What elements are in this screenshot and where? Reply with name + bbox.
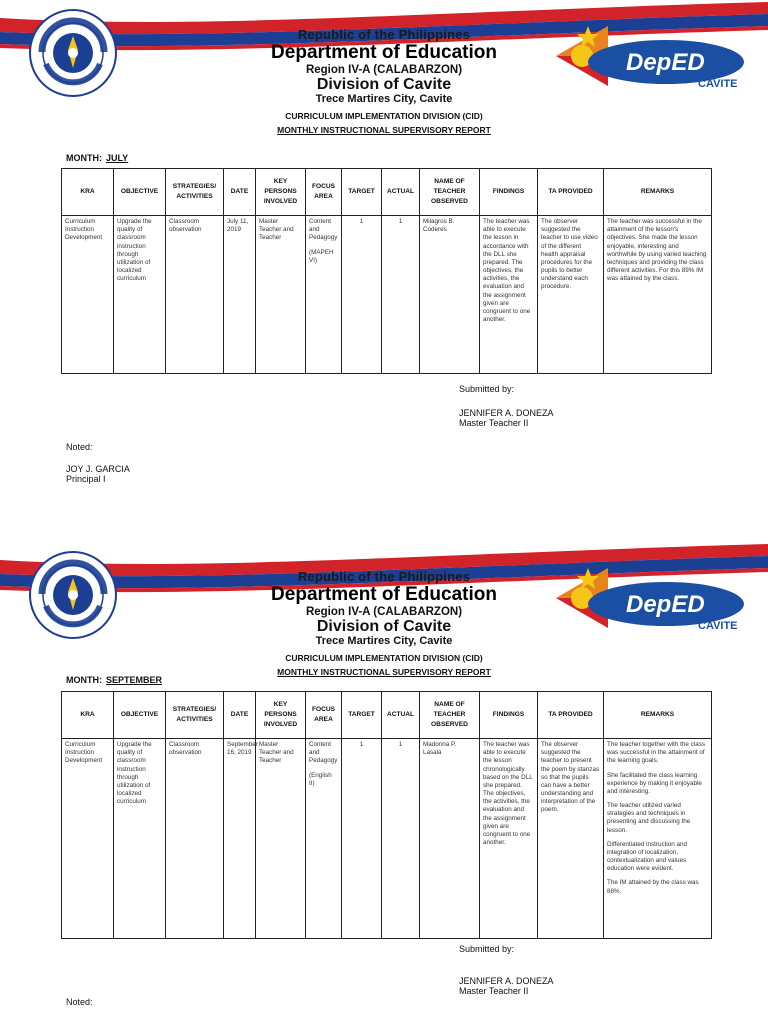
column-header: KRA: [62, 692, 114, 739]
submitter-signature: JENNIFER A. DONEZA Master Teacher II: [459, 408, 554, 429]
column-header: NAME OF TEACHER OBSERVED: [420, 692, 480, 739]
column-header: REMARKS: [604, 692, 712, 739]
city-heading: Trece Martires City, Cavite: [315, 93, 453, 105]
column-header: KRA: [62, 169, 114, 216]
column-header: DATE: [224, 169, 256, 216]
month-value: JULY: [106, 153, 129, 163]
remarks-cell: The teacher together with the class was successful in the attainment of the learning goals. She facilitated the class learning experience by making it enjoyable and interesting. The teacher utilized varied strategies and techniques in presenting and discussing the lesson. Differentiated instruction and integration of localization, contextualization and values education were evident. The IM attained by the class was 88%.: [604, 739, 712, 939]
column-header: FOCUS AREA: [306, 169, 342, 216]
ta-provided-cell: The observer suggested the teacher to use video of the different health appraisal procedures for the pupils to better understand each procedure.: [538, 216, 604, 374]
noted-label: Noted:: [66, 997, 93, 1007]
key-persons-cell: Master Teacher and Teacher: [256, 216, 306, 374]
department-heading: Department of Education: [271, 584, 497, 605]
column-header: REMARKS: [604, 169, 712, 216]
column-header: DATE: [224, 692, 256, 739]
focus-area-cell: Content and Pedagogy (MAPEH VI): [306, 216, 342, 374]
column-header: TARGET: [342, 692, 382, 739]
noted-label: Noted:: [66, 442, 93, 452]
submitted-by-label: Submitted by:: [459, 384, 515, 394]
column-header: KEY PERSONS INVOLVED: [256, 169, 306, 216]
column-header: NAME OF TEACHER OBSERVED: [420, 169, 480, 216]
republic-heading: Republic of the Philippines: [297, 569, 471, 584]
report-title: MONTHLY INSTRUCTIONAL SUPERVISORY REPORT: [277, 125, 491, 135]
teacher-cell: Madonna P. Lasala: [420, 739, 480, 939]
objective-cell: Upgrade the quality of classroom instruction through utilization of localized curriculum: [114, 739, 166, 939]
remarks-cell: The teacher was successful in the attainment of the lesson's objectives. She made the lesson enjoyable, interesting and worthwhile by using varied teaching techniques and providing the class different activities. For this 89% IM was attained by the class.: [604, 216, 712, 374]
column-header: TA PROVIDED: [538, 169, 604, 216]
teacher-cell: Milagros B. Coderes: [420, 216, 480, 374]
table-header-row: [62, 692, 712, 739]
column-header: ACTUAL: [382, 692, 420, 739]
division-heading: Division of Cavite: [316, 76, 452, 93]
svg-text:DepED: DepED: [626, 591, 705, 618]
republic-heading: Republic of the Philippines: [297, 27, 471, 42]
cid-heading: CURRICULUM IMPLEMENTATION DIVISION (CID): [285, 653, 483, 663]
kra-cell: Curriculum Instruction Development: [62, 739, 114, 939]
svg-text:CAVITE: CAVITE: [698, 78, 738, 90]
month-value: SEPTEMBER: [106, 675, 163, 685]
column-header: STRATEGIES/ ACTIVITIES: [166, 692, 224, 739]
ta-provided-cell: The observer suggested the teacher to present the poem by stanzas so that the pupils can have a better understanding and interpretation of the poem.: [538, 739, 604, 939]
actual-cell: 1: [382, 739, 420, 939]
target-cell: 1: [342, 739, 382, 939]
department-heading: Department of Education: [271, 42, 497, 63]
column-header: KEY PERSONS INVOLVED: [256, 692, 306, 739]
column-header: OBJECTIVE: [114, 169, 166, 216]
column-header: FINDINGS: [480, 169, 538, 216]
table-row: [62, 216, 712, 374]
objective-cell: Upgrade the quality of classroom instruction through utilization of localized curriculum: [114, 216, 166, 374]
submitter-signature: JENNIFER A. DONEZA Master Teacher II: [459, 976, 554, 997]
report-title: MONTHLY INSTRUCTIONAL SUPERVISORY REPORT: [277, 667, 491, 677]
region-heading: Region IV-A (CALABARZON): [305, 64, 463, 76]
svg-text:CAVITE: CAVITE: [698, 620, 738, 632]
column-header: OBJECTIVE: [114, 692, 166, 739]
actual-cell: 1: [382, 216, 420, 374]
column-header: TARGET: [342, 169, 382, 216]
strategies-cell: Classroom observation: [166, 739, 224, 939]
date-cell: July 11, 2019: [224, 216, 256, 374]
region-heading: Region IV-A (CALABARZON): [305, 606, 463, 618]
division-heading: Division of Cavite: [316, 618, 452, 635]
focus-area-cell: Content and Pedagogy (English II): [306, 739, 342, 939]
table-row: [62, 739, 712, 939]
column-header: ACTUAL: [382, 169, 420, 216]
city-heading: Trece Martires City, Cavite: [315, 635, 453, 647]
table-header-row: [62, 169, 712, 216]
findings-cell: The teacher was able to execute the lesson in accordance with the DLL she prepared. The objectives, the activities, the evaluation and the assignment given are congruent to one another.: [480, 216, 538, 374]
column-header: FOCUS AREA: [306, 692, 342, 739]
strategies-cell: Classroom observation: [166, 216, 224, 374]
noter-signature: JOY J. GARCIA Principal I: [66, 464, 130, 485]
cid-heading: CURRICULUM IMPLEMENTATION DIVISION (CID): [285, 111, 483, 121]
month-label: MONTH: JULY: [66, 153, 129, 163]
column-header: STRATEGIES/ ACTIVITIES: [166, 169, 224, 216]
kra-cell: Curriculum Instruction Development: [62, 216, 114, 374]
report-table: [61, 168, 712, 374]
target-cell: 1: [342, 216, 382, 374]
report-page-september: [0, 542, 768, 1024]
submitted-by-label: Submitted by:: [459, 944, 515, 954]
key-persons-cell: Master Teacher and Teacher: [256, 739, 306, 939]
report-table: [61, 691, 712, 939]
month-label: MONTH: SEPTEMBER: [66, 675, 163, 685]
findings-cell: The teacher was able to execute the lesson chronologically based on the DLL she prepared. The objectives, the activities, the evaluation and the assignment given are congruent to one another.: [480, 739, 538, 939]
column-header: FINDINGS: [480, 692, 538, 739]
date-cell: September 16, 2019: [224, 739, 256, 939]
column-header: TA PROVIDED: [538, 692, 604, 739]
svg-text:DepED: DepED: [626, 49, 705, 76]
